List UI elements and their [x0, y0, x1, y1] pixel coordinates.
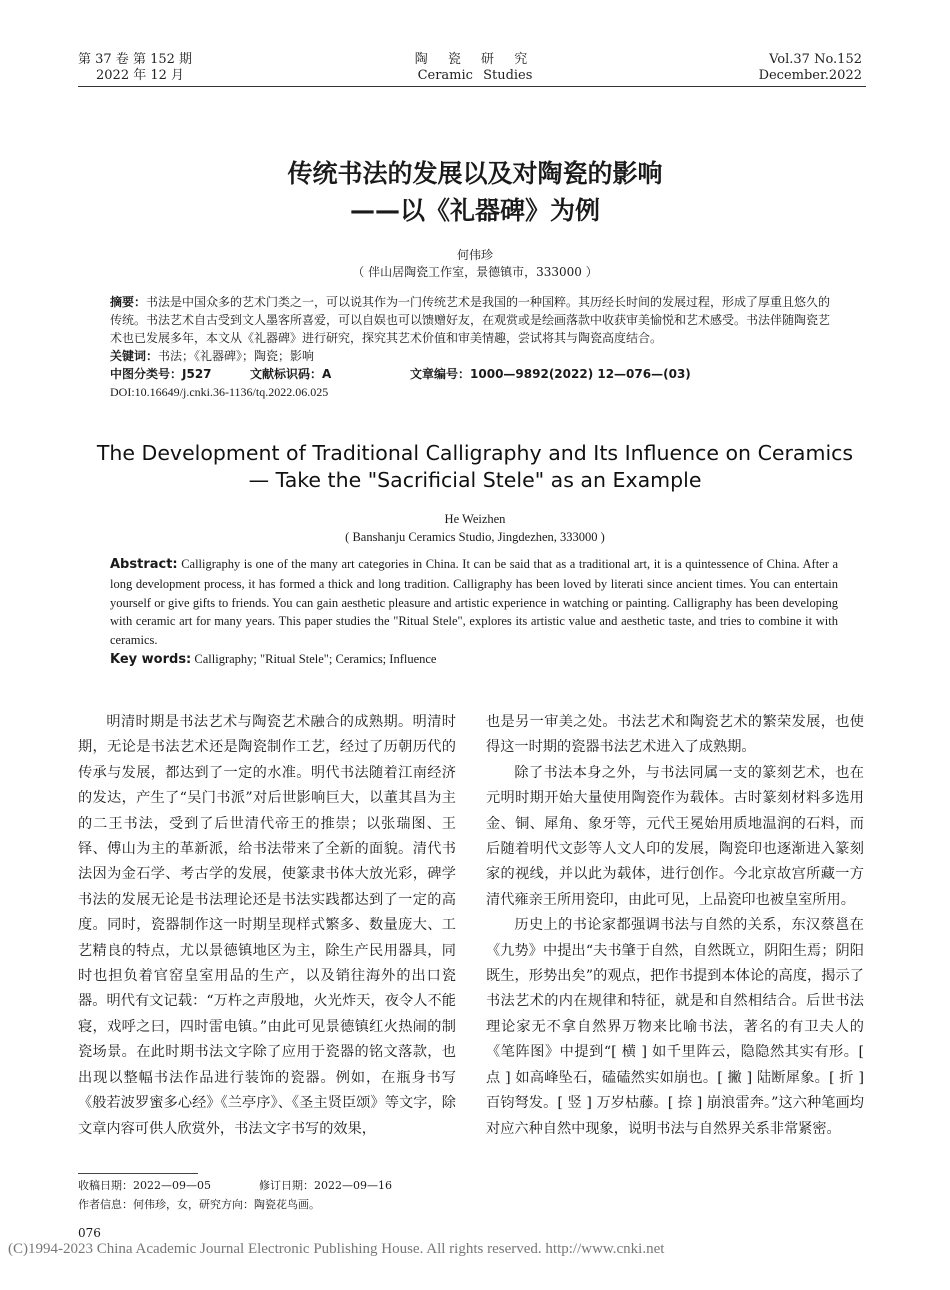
author-name-zh: 何伟珍	[456, 248, 493, 262]
abstract-en	[110, 555, 838, 650]
abstract-en-block	[110, 555, 838, 670]
title-zh-line1: 传统书法的发展以及对陶瓷的影响	[287, 159, 663, 188]
keywords-zh-label: 关键词：	[110, 349, 159, 363]
abstract-zh	[110, 293, 840, 347]
author-affiliation-zh: （ 伴山居陶瓷工作室，景德镇市，333000 ）	[352, 265, 598, 279]
clc-value: J527	[182, 367, 212, 381]
article-no-value: 1000—9892(2022) 12—076—(03)	[470, 367, 691, 381]
journal-date-en: December.2022	[758, 68, 862, 83]
abstract-en-label: Abstract:	[110, 557, 178, 572]
doc-code-value: A	[322, 367, 332, 381]
title-zh-line2: ——以《礼器碑》为例	[349, 196, 600, 225]
title-en-line1: The Development of Traditional Calligraphy and Its Influence on Ceramics	[96, 441, 854, 465]
abstract-zh-block	[110, 293, 840, 401]
abstract-en-text: Calligraphy is one of the many art categories in China. It can be said that as a traditional art, it is a quintessence of China. After a long development process, it has formed a thick and long tradition. Calligraphy has been loved by literati since ancient times. You can entertain yourself or give gifts to friends. You can gain aesthetic pleasure and artistic experience in watching or painting. Calligraphy has been developing with ceramic art for many years. This paper studies the "Ritual Stele", explores its artistic value and aesthetic taste, and tries to combine it with ceramics.	[110, 557, 838, 648]
abstract-zh-label: 摘要：	[110, 295, 147, 309]
journal-date: 2022 年 12 月	[96, 68, 185, 83]
page-number: 076	[78, 1226, 101, 1240]
journal-name-zh: 陶 瓷 研 究	[414, 52, 536, 67]
footnote-rule	[78, 1173, 198, 1174]
body-paragraph: 历史上的书论家都强调书法与自然的关系，东汉蔡邕在《九势》中提出“夫书肇于自然，自然既立，阴阳生焉；阴阳既生，形势出矣”的观点，把作书提到本体论的高度，揭示了书法艺术的内在规律和特征，就是和自然相结合。后世书法理论家无不拿自然界万物来比喻书法，著名的有卫夫人的《笔阵图》中提到“[ 横 ] 如千里阵云，隐隐然其实有形。[ 点 ] 如高峰坠石，磕磕然实如崩也。[ 撇 ] 陆断犀象。[ 折 ] 百钧弩发。[ 竖 ] 万岁枯藤。[ 捺 ] 崩浪雷奔。”这六种笔画均对应六种自然中现象，说明书法与自然界关系非常紧密。	[486, 917, 864, 1137]
keywords-zh	[110, 347, 840, 365]
body-paragraph: 明清时期是书法艺术与陶瓷艺术融合的成熟期。明清时期，无论是书法艺术还是陶瓷制作工艺，经过了历朝历代的传承与发展，都达到了一定的水准。明代书法随着江南经济的发达，产生了“吴门书派”对后世影响巨大，以董其昌为主的二王书法，受到了后世清代帝王的推崇；以张瑞图、王铎、傅山为主的革新派，给书法带来了全新的面貌。清代书法因为金石学、考古学的发展，使篆隶书体大放光彩，碑学书法的发展无论是书法理论还是书法实践都达到了一定的高度。同时，瓷器制作这一时期呈现样式繁多、数量庞大、工艺精良的特点，尤以景德镇地区为主，除生产民用器具，同时也担负着官窑皇室用品的生产，以及销往海外的出口瓷器。明代有文记载：“万杵之声殷地，火光炸天，夜令人不能寝，戏呼之曰，四时雷电镇。”由此可见景德镇红火热闹的制瓷场景。在此时期书法文字除了应用于瓷器的铭文落款，也出现以整幅书法作品进行装饰的瓷器。例如，在瓶身书写《般若波罗蜜多心经》《兰亭序》、《圣主贤臣颂》等文字，除文章内容可供人欣赏外，书法文字书写的效果，	[78, 714, 456, 1137]
article-no-label: 文章编号：	[410, 367, 471, 381]
keywords-zh-text: 书法；《礼器碑》；陶瓷；影响	[158, 349, 315, 363]
running-header-right	[759, 52, 862, 84]
body-column-left	[78, 710, 456, 1142]
author-info: 作者信息：何伟珍，女，研究方向：陶瓷花鸟画。	[78, 1198, 320, 1211]
author-affiliation-en: ( Banshanju Ceramics Studio, Jingdezhen, 333000 )	[345, 530, 605, 544]
clc-label: 中图分类号：	[110, 367, 183, 381]
doi: DOI:10.16649/j.cnki.36-1136/tq.2022.06.025	[110, 385, 329, 399]
author-name-en: He Weizhen	[444, 512, 506, 526]
abstract-zh-text: 书法是中国众多的艺术门类之一，可以说其作为一门传统艺术是我国的一种国粹。其历经长时间的发展过程，形成了厚重且悠久的传统。书法艺术自古受到文人墨客所喜爱，可以自娱也可以馈赠好友，在观赏或是绘画落款中收获审美愉悦和艺术感受。书法伴随陶瓷艺术也已发展多年，本文从《礼器碑》进行研究，探究其艺术价值和审美情趣，尝试将其与陶瓷高度结合。	[110, 295, 831, 345]
body-column-right	[486, 710, 864, 1142]
keywords-en-label: Key words:	[110, 651, 192, 667]
title-en-line2: — Take the "Sacrificial Stele" as an Example	[248, 468, 702, 492]
journal-volume-en: Vol.37 No.152	[769, 52, 862, 67]
body-paragraph: 也是另一审美之处。书法艺术和陶瓷艺术的繁荣发展，也使得这一时期的瓷器书法艺术进入了成熟期。	[486, 714, 864, 756]
revised-date: 修订日期：2022—09—16	[259, 1179, 392, 1192]
keywords-en-text: Calligraphy; "Ritual Stele"; Ceramics; Influence	[191, 651, 437, 666]
received-date: 收稿日期：2022—09—05	[78, 1179, 211, 1192]
classification-row	[110, 365, 840, 383]
copyright-notice: (C)1994-2023 China Academic Journal Electronic Publishing House. All rights reserved. http://www.cnki.net	[8, 1241, 665, 1257]
body-paragraph: 除了书法本身之外，与书法同属一支的篆刻艺术，也在元明时期开始大量使用陶瓷作为载体。古时篆刻材料多选用金、铜、犀角、象牙等，元代王冕始用质地温润的石料，而后随着明代文彭等人文人印的发展，陶瓷印也逐渐进入篆刻家的视线，并以此为载体，进行创作。今北京故宫所藏一方清代雍亲王所用瓷印，由此可见，上品瓷印也被皇室所用。	[486, 764, 864, 908]
header-rule	[78, 86, 866, 87]
journal-volume: 第 37 卷 第 152 期	[78, 52, 193, 67]
keywords-en	[110, 650, 838, 670]
doc-code-label: 文献标识码：	[250, 367, 323, 381]
footnote-dates	[78, 1178, 392, 1194]
journal-name-en: Ceramic Studies	[417, 68, 533, 83]
